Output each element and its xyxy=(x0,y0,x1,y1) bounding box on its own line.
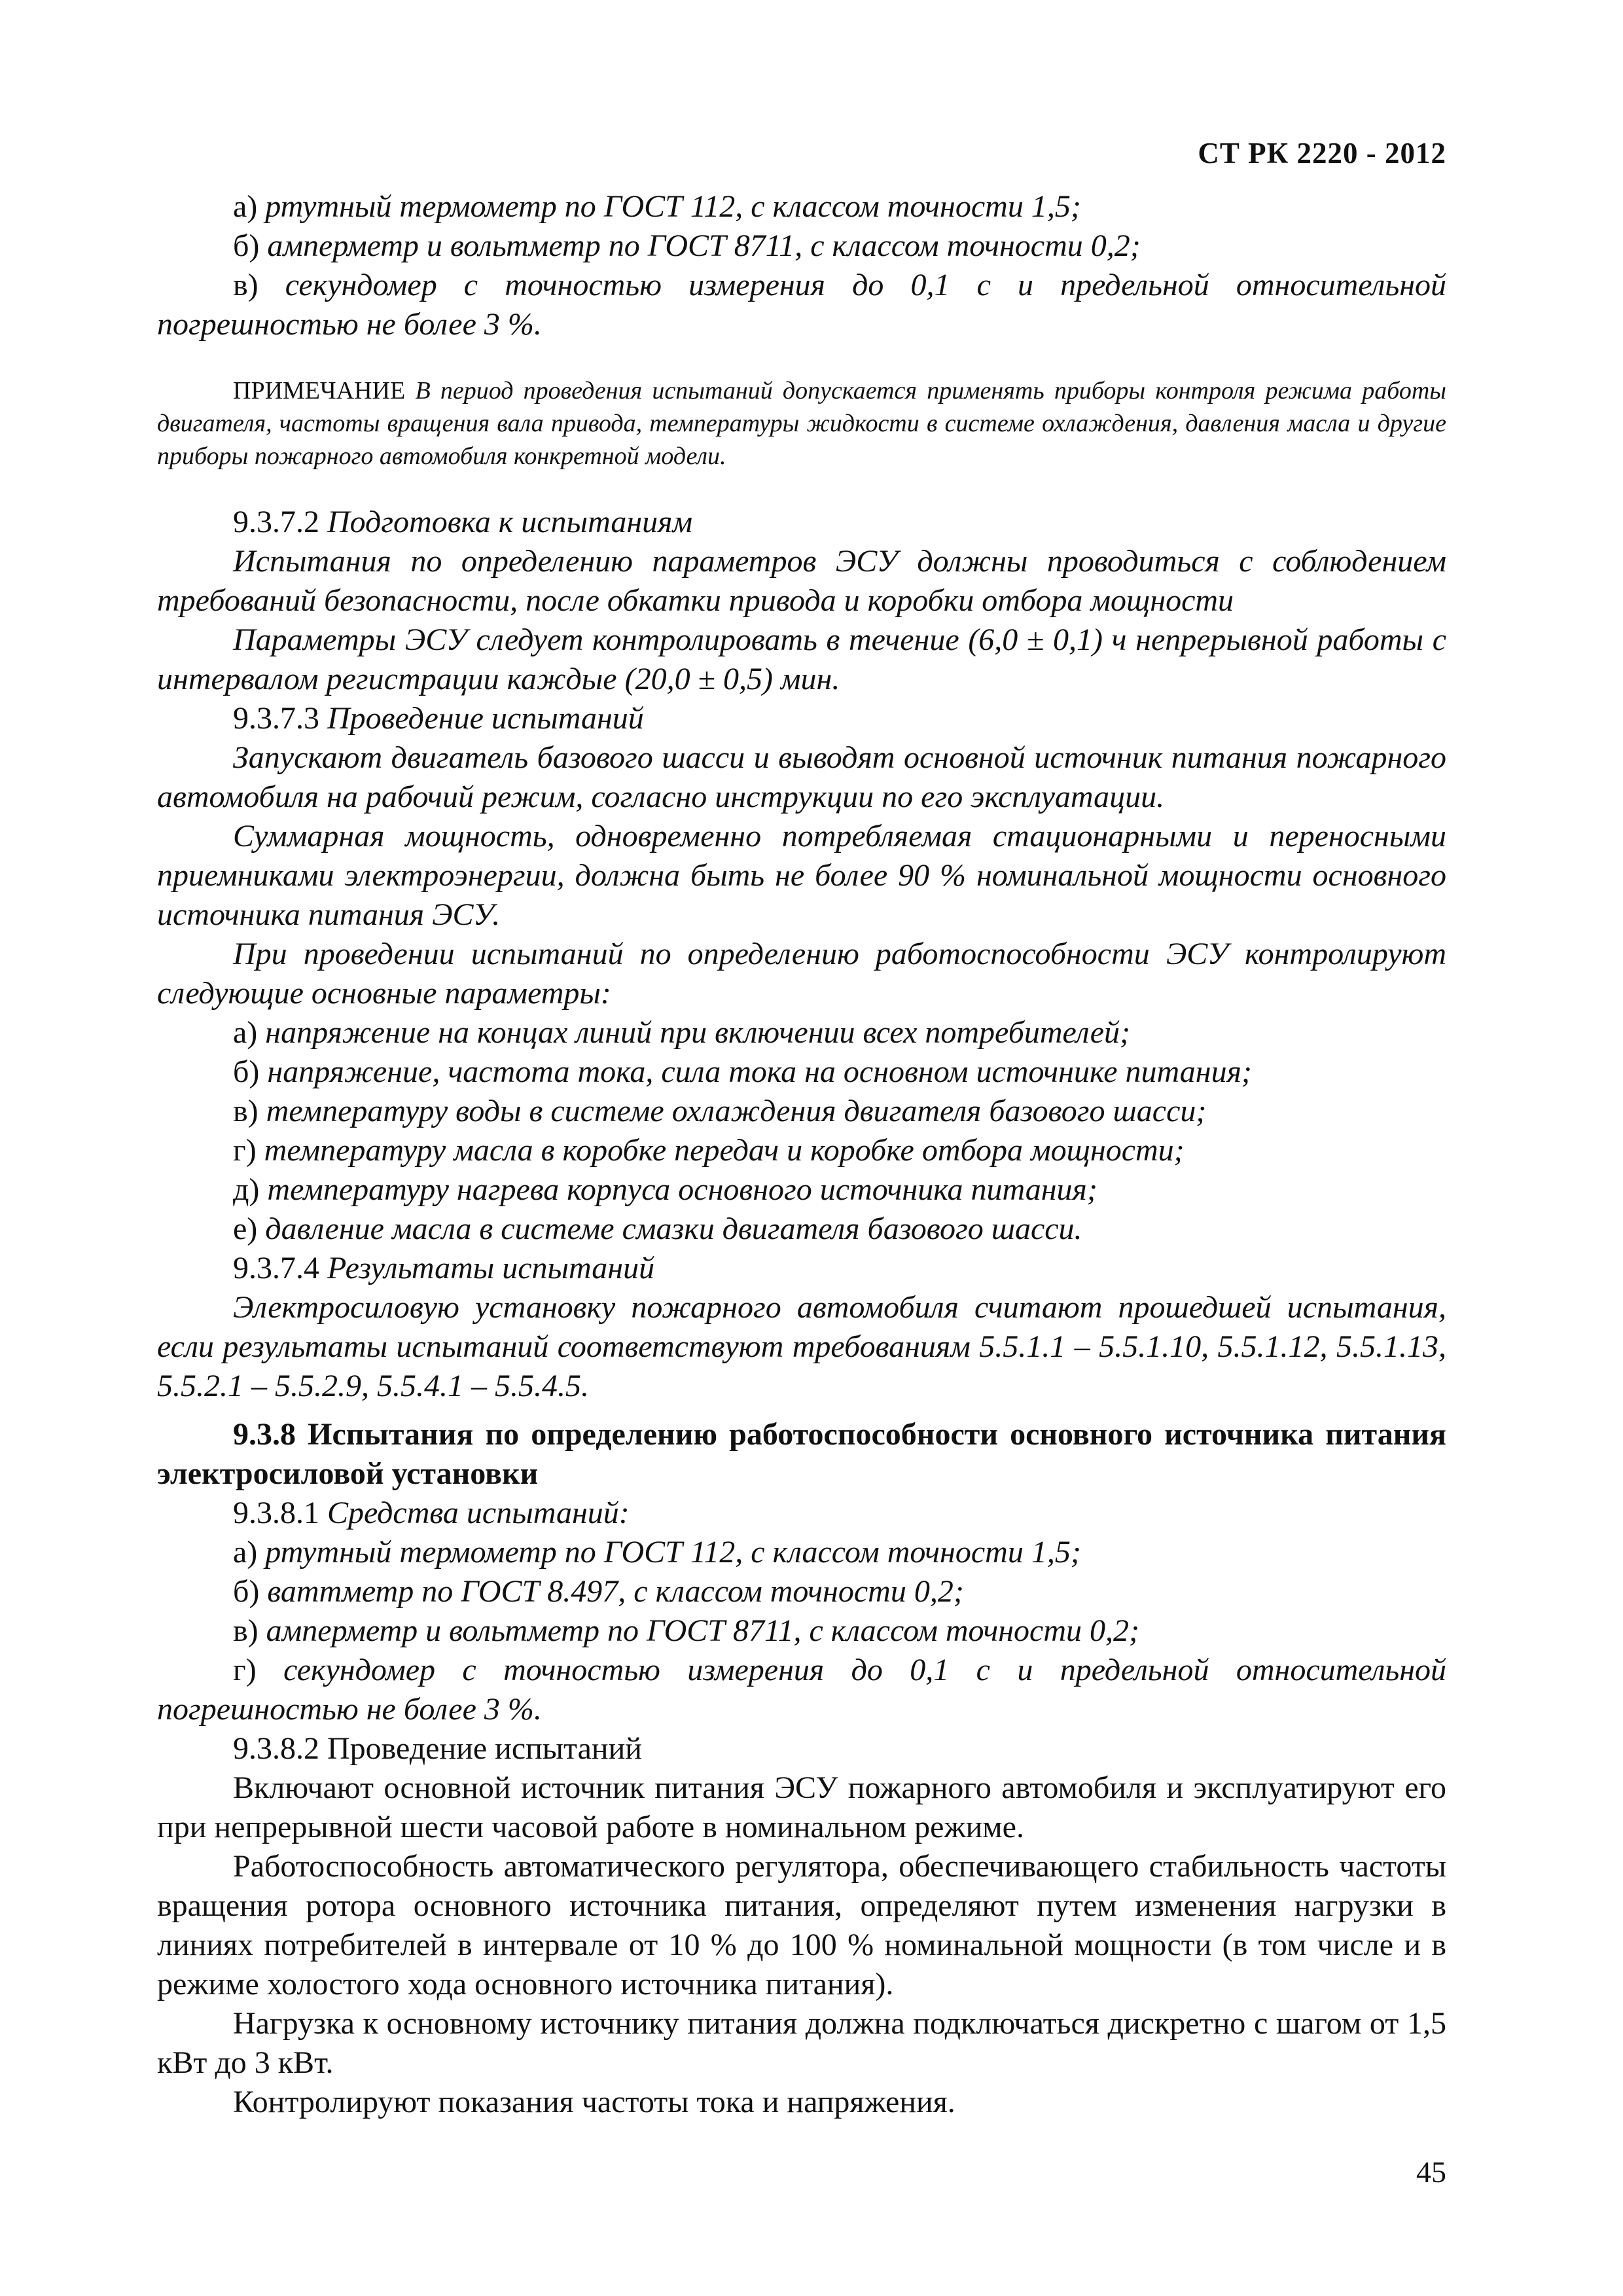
list-item: а) ртутный термометр по ГОСТ 112, с классом точности 1,5; xyxy=(233,189,1081,224)
paragraph: Включают основной источник питания ЭСУ пожарного автомобиля и эксплуатируют его при непрерывной шести часовой работе в номинальном режиме. xyxy=(157,1770,1446,1844)
list-item: а) ртутный термометр по ГОСТ 112, с классом точности 1,5; xyxy=(233,1535,1081,1570)
list-item: д) температуру нагрева корпуса основного источника питания; xyxy=(233,1172,1097,1207)
list-item: в) амперметр и вольтметр по ГОСТ 8711, с классом точности 0,2; xyxy=(233,1613,1139,1648)
section-heading: 9.3.8.2 Проведение испытаний xyxy=(233,1731,642,1766)
list-item: б) амперметр и вольтметр по ГОСТ 8711, с классом точности 0,2; xyxy=(233,228,1141,263)
list-item: е) давление масла в системе смазки двигателя базового шасси. xyxy=(233,1211,1082,1246)
list-item: в) секундомер с точностью измерения до 0,1 с и предельной относительной погрешностью не более 3 %. xyxy=(157,268,1446,342)
paragraph: Контролируют показания частоты тока и напряжения. xyxy=(233,2085,955,2119)
section-9372-9374 xyxy=(157,503,1446,1406)
section-heading: 9.3.7.2 Подготовка к испытаниям xyxy=(233,505,693,539)
paragraph: Суммарная мощность, одновременно потребляемая стационарными и переносными приемниками электроэнергии, должна быть не более 90 % номинальной мощности основного источника питания ЭСУ. xyxy=(157,819,1446,932)
intro-list xyxy=(157,187,1446,344)
note-text: В период проведения испытаний допускается применять приборы контроля режима работы двигателя, частоты вращения вала привода, температуры жидкости в системе охлаждения, давления масла и другие приборы пожарного автомобиля конкретной модели. xyxy=(157,377,1446,470)
list-item: б) напряжение, частота тока, сила тока на основном источнике питания; xyxy=(233,1054,1252,1089)
section-title: 9.3.8 Испытания по определению работоспособности основного источника питания электросиловой установки xyxy=(157,1417,1446,1491)
section-heading: 9.3.7.4 Результаты испытаний xyxy=(233,1251,655,1285)
document-code: СТ РК 2220 - 2012 xyxy=(1198,137,1446,170)
paragraph: Испытания по определению параметров ЭСУ должны проводиться с соблюдением требований безопасности, после обкатки привода и коробки отбора мощности xyxy=(157,544,1446,618)
paragraph: Электросиловую установку пожарного автомобиля считают прошедшей испытания, если результаты испытаний соответствуют требованиям 5.5.1.1 – 5.5.1.10, 5.5.1.12, 5.5.1.13, 5.5.2.1 – 5.5.2.9, 5.5.4.1 – 5.5.4.5. xyxy=(157,1290,1446,1403)
list-item: а) напряжение на концах линий при включении всех потребителей; xyxy=(233,1015,1131,1050)
list-item: б) ваттметр по ГОСТ 8.497, с классом точности 0,2; xyxy=(233,1574,964,1609)
paragraph: Нагрузка к основному источнику питания должна подключаться дискретно с шагом от 1,5 кВт до 3 кВт. xyxy=(157,2006,1446,2080)
section-heading: 9.3.7.3 Проведение испытаний xyxy=(233,701,644,736)
paragraph: Работоспособность автоматического регулятора, обеспечивающего стабильность частоты вращения ротора основного источника питания, определяют путем изменения нагрузки в линиях потребителей в интервале от 10 % до 100 % номинальной мощности (в том числе и в режиме холостого хода основного источника питания). xyxy=(157,1849,1446,2001)
paragraph: Параметры ЭСУ следует контролировать в течение (6,0 ± 0,1) ч непрерывной работы с интервалом регистрации каждые (20,0 ± 0,5) мин. xyxy=(157,622,1446,696)
list-item: г) температуру масла в коробке передач и коробке отбора мощности; xyxy=(233,1133,1185,1168)
page-number: 45 xyxy=(1416,2155,1446,2189)
paragraph: При проведении испытаний по определению работоспособности ЭСУ контролируют следующие основные параметры: xyxy=(157,937,1446,1011)
section-938 xyxy=(157,1415,1446,2122)
list-item: г) секундомер с точностью измерения до 0,1 с и предельной относительной погрешностью не более 3 %. xyxy=(157,1653,1446,1727)
list-item: в) температуру воды в системе охлаждения двигателя базового шасси; xyxy=(233,1094,1207,1128)
note-label: ПРИМЕЧАНИЕ xyxy=(233,377,406,404)
note-block xyxy=(157,374,1446,473)
note xyxy=(157,374,1446,473)
paragraph: Запускают двигатель базового шасси и выводят основной источник питания пожарного автомобиля на рабочий режим, согласно инструкции по его эксплуатации. xyxy=(157,740,1446,814)
section-heading: 9.3.8.1 Средства испытаний: xyxy=(233,1496,630,1530)
